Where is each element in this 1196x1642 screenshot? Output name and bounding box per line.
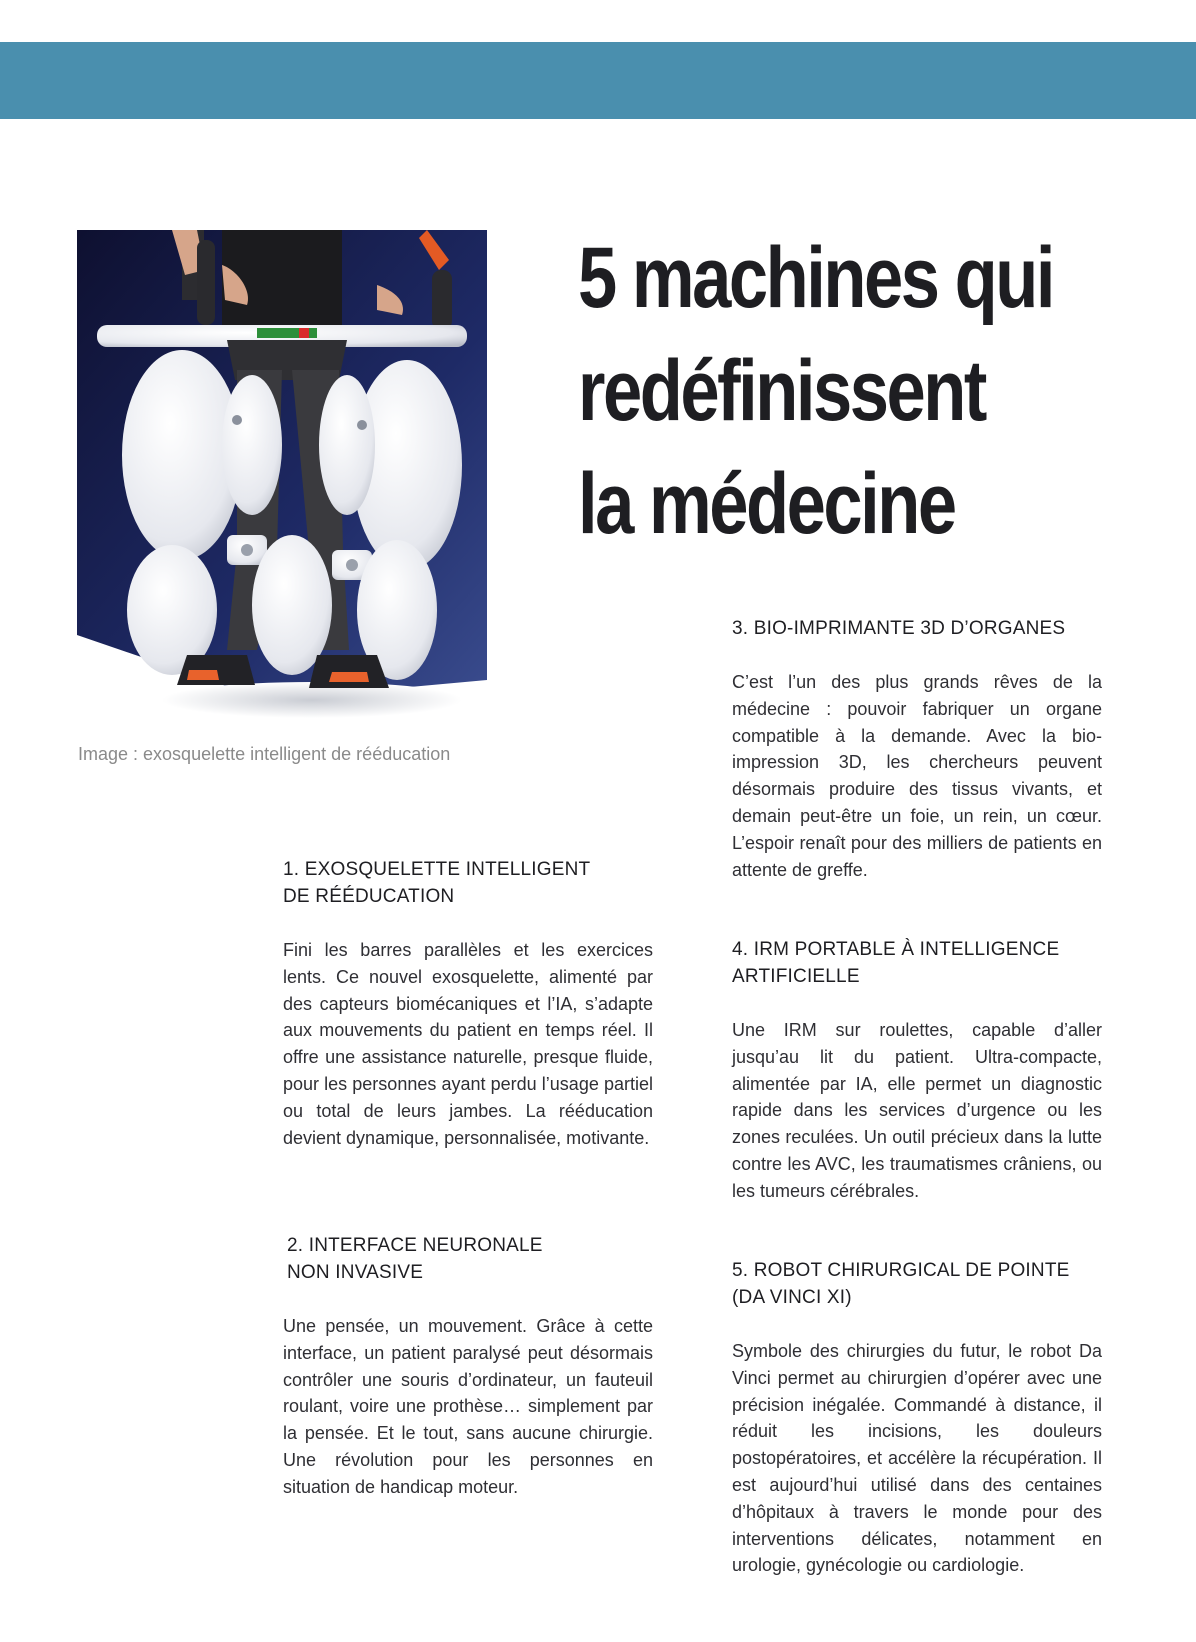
section-heading: [283, 1232, 653, 1286]
title-line-2: redéfinissent: [578, 343, 985, 439]
section-body: Symbole des chirurgies du futur, le robot Da Vinci permet au chirurgien d’opérer avec une précision inégalée. Commandé à distance, il réduit les incisions, les douleurs postopératoires, et accélère la récupération. Il est aujourd’hui utilisé dans des centaines d’hôpitaux à travers le monde pour des interventions délicates, notamment en urologie, gynécologie ou cardiologie.: [732, 1341, 1102, 1576]
section-heading-line: 2. INTERFACE NEURONALE: [287, 1235, 543, 1256]
exoskeleton-illustration: [77, 230, 487, 730]
header-band: [0, 42, 1196, 119]
section-heading-line: 5. ROBOT CHIRURGICAL DE POINTE: [732, 1260, 1070, 1281]
section-heading-line: DE RÉÉDUCATION: [283, 886, 455, 907]
title-line-3: la médecine: [578, 456, 955, 552]
page-title: [578, 222, 1070, 561]
section-body: Une IRM sur roulettes, capable d’aller jusqu’au lit du patient. Ultra-compacte, alimentée par IA, elle permet un diagnostic rapide dans les services d’urgence ou les zones reculées. Un outil précieux dans la lutte contre les AVC, les traumatismes crâniens, ou les tumeurs cérébrales.: [732, 1020, 1102, 1201]
section-exoskeleton: [283, 856, 653, 1151]
section-heading: [732, 615, 1102, 642]
section-heading-line: ARTIFICIELLE: [732, 966, 860, 987]
exoskeleton-photo: [77, 230, 487, 730]
section-heading-line: (DA VINCI XI): [732, 1287, 852, 1308]
section-surgical-robot: [732, 1257, 1102, 1579]
section-heading-line: 4. IRM PORTABLE À INTELLIGENCE: [732, 939, 1060, 960]
section-neural-interface: [283, 1232, 653, 1501]
section-heading-line: 3. BIO-IMPRIMANTE 3D D’ORGANES: [732, 618, 1066, 639]
title-line-1: 5 machines qui: [578, 230, 1054, 326]
section-heading: [283, 856, 653, 910]
section-heading-line: NON INVASIVE: [287, 1262, 424, 1283]
section-body: Fini les barres parallèles et les exercices lents. Ce nouvel exosquelette, alimenté par des capteurs biomécaniques et l’IA, s’adapte aux mouvements du patient en temps réel. Il offre une assistance naturelle, presque fluide, pour les personnes ayant perdu l’usage partiel ou total de leurs jambes. La rééducation devient dynamique, personnalisée, motivante.: [283, 940, 653, 1148]
section-portable-mri: [732, 936, 1102, 1205]
section-heading-line: 1. EXOSQUELETTE INTELLIGENT: [283, 859, 591, 880]
section-heading: [732, 936, 1102, 990]
section-body: C’est l’un des plus grands rêves de la médecine : pouvoir fabriquer un organe compatible à la demande. Avec la bio-impression 3D, les chercheurs peuvent désormais produire des tissus vivants, et demain peut-être un foie, un rein, un cœur. L’espoir renaît pour des milliers de patients en attente de greffe.: [732, 672, 1102, 880]
image-caption: Image : exosquelette intelligent de rééducation: [78, 744, 451, 764]
section-heading: [732, 1257, 1102, 1311]
section-bioprinter: [732, 615, 1102, 883]
section-body: Une pensée, un mouvement. Grâce à cette interface, un patient paralysé peut désormais contrôler une souris d’ordinateur, un fauteuil roulant, voire une prothèse… simplement par la pensée. Et le tout, sans aucune chirurgie. Une révolution pour les personnes en situation de handicap moteur.: [283, 1316, 653, 1497]
